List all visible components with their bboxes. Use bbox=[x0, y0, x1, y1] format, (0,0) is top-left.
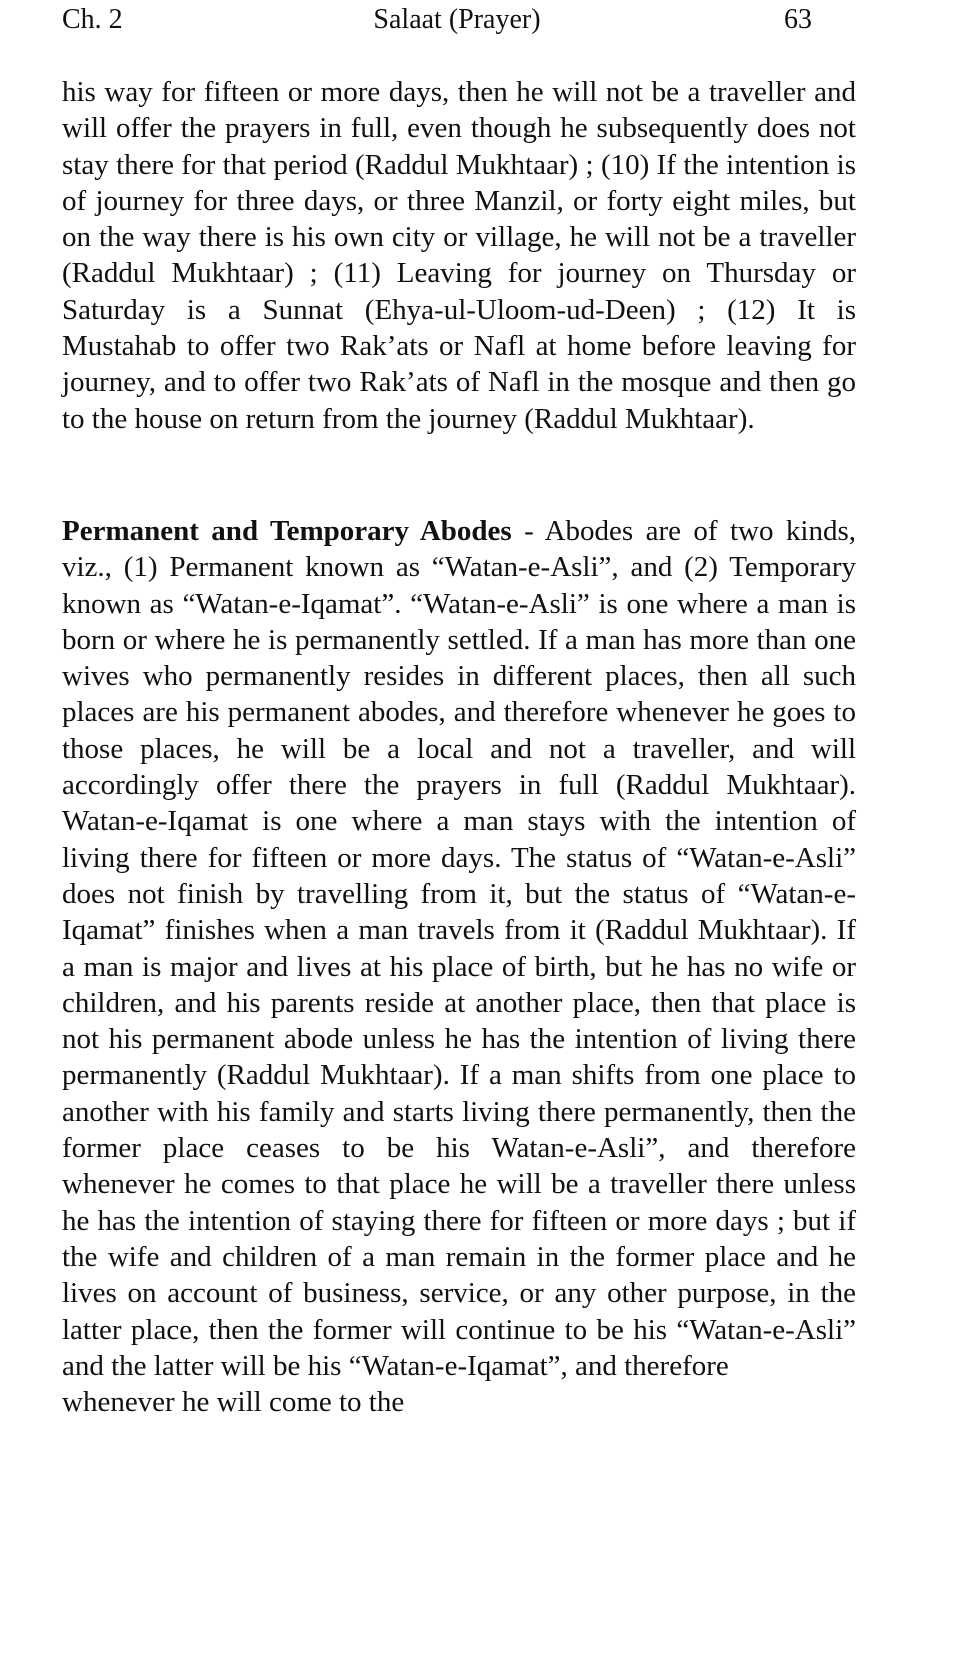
paragraph-abodes-text: Abodes are of two kinds, viz., (1) Permanent known as “Watan-e-Asli”, and (2) Temporary known as “Watan-e-Iqamat”. “Watan-e-Asli” is one where a man is born or where he is permanently settled. If a man has more than one wives who permanently resides in different places, then all such places are his permanent abodes, and therefore whenever he goes to those places, he will be a local and not a traveller, and will accordingly offer there the prayers in full (Raddul Mukhtaar). Watan-e-Iqamat is one where a man stays with the intention of living there for fifteen or more days. The status of “Watan-e-Asli” does not finish by travelling from it, but the status of “Watan-e-Iqamat” finishes when a man travels from it (Raddul Mukhtaar). If a man is major and lives at his place of birth, but he has no wife or children, and his parents reside at another place, then that place is not his permanent abode unless he has the intention of living there permanently (Raddul Mukhtaar). If a man shifts from one place to another with his family and starts living there permanently, then the former place ceases to be his Watan-e-Asli”, and therefore whenever he comes to that place he will be a traveller there unless he has the intention of staying there for fifteen or more days ; but if the wife and children of a man remain in the former place and he lives on account of business, service, or any other purpose, in the latter place, then the former will continue to be his “Watan-e-Asli” and the latter will be his “Watan-e-Iqamat”, and therefore bbox=[62, 515, 856, 1382]
page-header bbox=[62, 4, 852, 44]
paragraph-abodes bbox=[62, 513, 856, 1420]
section-heading: Permanent and Temporary Abodes bbox=[62, 515, 512, 547]
paragraph-abodes-last-line: whenever he will come to the bbox=[62, 1386, 405, 1419]
heading-separator: - bbox=[511, 515, 545, 547]
chapter-label: Ch. 2 bbox=[62, 4, 123, 35]
page-number: 63 bbox=[784, 4, 812, 35]
page-title: Salaat (Prayer) bbox=[373, 4, 541, 35]
paragraph-abodes-body bbox=[62, 513, 856, 1384]
paragraph-journey-rules: his way for fifteen or more days, then he will not be a traveller and will offer the prayers in full, even though he subsequently does not stay there for that period (Raddul Mukhtaar) ; (10) If the intention is of journey for three days, or three Manzil, or forty eight miles, but on the way there is his own city or village, he will not be a traveller (Raddul Mukhtaar) ; (11) Leaving for journey on Thursday or Saturday is a Sunnat (Ehya-ul-Uloom-ud-Deen) ; (12) It is Mustahab to offer two Rak’ats or Nafl at home before leaving for journey, and to offer two Rak’ats of Nafl in the mosque and then go to the house on return from the journey (Raddul Mukhtaar). bbox=[62, 76, 856, 435]
